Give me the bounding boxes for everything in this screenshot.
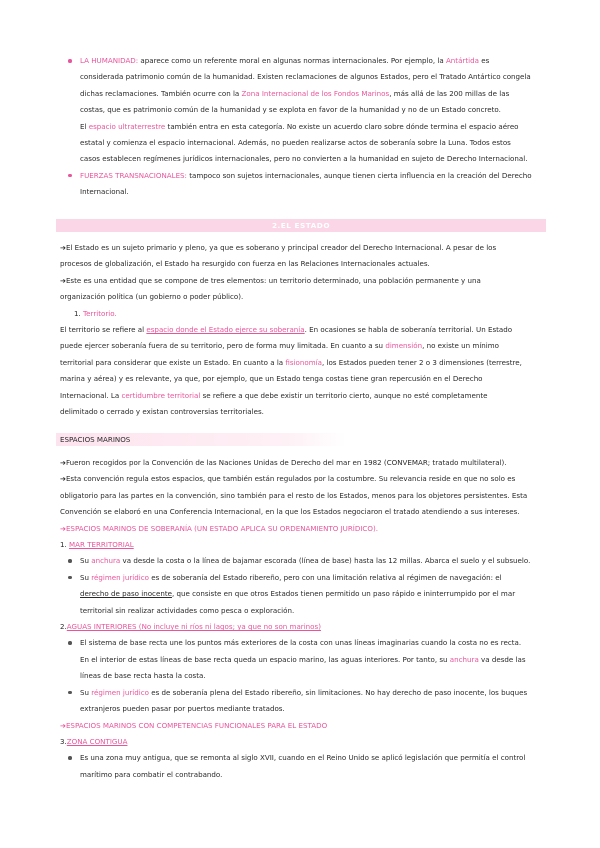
- mar-territorial-heading: 1. MAR TERRITORIAL: [60, 540, 134, 550]
- fuerzas-item: FUERZAS TRANSNACIONALES: tampoco son sujetos internacionales, aunque tienen cierta influencia en la creación del Derecho Internacional.: [80, 168, 550, 201]
- espacios-paragraph-1: ➔Fueron recogidos por la Convención de las Naciones Unidas de Derecho del mar en 1982 (CONVEMAR; tratado multilateral).: [60, 458, 507, 467]
- estado-paragraph-2: ➔Este es una entidad que se compone de tres elementos: un territorio determinado, una población permanente y una organización política (un gobierno o poder público).: [60, 275, 481, 302]
- list-item: Su régimen jurídico es de soberanía plena del Estado ribereño, sin limitaciones. No hay derecho de paso inocente, los buques extranjeros pueden pasar por puertos mediante tratados.: [80, 685, 550, 718]
- territorio-heading: 1. Territorio.: [74, 308, 117, 318]
- funcionales-heading: ➔ESPACIOS MARINOS CON COMPETENCIAS FUNCIONALES PARA EL ESTADO: [60, 720, 328, 730]
- territorio-paragraph: El territorio se refiere al espacio donde el Estado ejerce su soberanía. En ocasiones se habla de soberanía territorial. Un Estado puede ejercer soberanía fuera de su territorio, pero de forma muy limitada. En cuanto a su dimensión, no existe un mínimo territorial para considerar que existe un Estado. En cuanto a la fisionomía, los Estados pueden tener 2 o 3 dimensiones (terrestre, marina y aérea) y es relevante, ya que, por ejemplo, que un Estado tenga costas tiene gran repercusión en el Derecho Internacional. La certidumbre territorial se refiere a que debe existir un territorio cierto, aunque no esté completamente delimitado o cerrado y existan controversias territoriales.: [60, 325, 522, 417]
- list-item: Su anchura va desde la costa o la línea de bajamar escorada (línea de base) hasta las 12 millas. Abarca el suelo y el subsuelo.: [80, 553, 550, 569]
- aguas-interiores-heading: 2.AGUAS INTERIORES (No incluye ni ríos ni lagos; ya que no son marinos): [60, 622, 321, 632]
- mar-territorial-list: [60, 553, 550, 619]
- espacios-paragraph-2: ➔Esta convención regula estos espacios, que también están regulados por la costumbre. Su relevancia reside en que no solo es obligatorio para las partes en la convención, sino también para el resto de los Estados, menos para los objetores persistentes. Esta Convención se elaboró en una Conferencia Internacional, en la que los Estados negociaron el tratado atendiendo a sus intereses.: [60, 474, 528, 517]
- list-item: Su régimen jurídico es de soberanía del Estado ribereño, pero con una limitación relativa al régimen de navegación: el derecho de paso inocente, que consiste en que otros Estados tienen permitido un paso rápido e ininterrumpido por el mar territorial sin realizar actividades como pesca o exploración.: [80, 570, 550, 619]
- subjects-list: [80, 53, 550, 201]
- soberania-heading: ➔ESPACIOS MARINOS DE SOBERANÍA (UN ESTADO APLICA SU ORDENAMIENTO JURÍDICO).: [60, 523, 378, 533]
- section-title-band: 2.EL ESTADO: [56, 219, 546, 232]
- estado-paragraph-1: ➔El Estado es un sujeto primario y pleno, ya que es soberano y principal creador del Derecho Internacional. A pesar de los procesos de globalización, el Estado ha resurgido con fuerza en las Relaciones Internacionales actuales.: [60, 243, 497, 269]
- espacios-block: [60, 455, 550, 783]
- zona-contigua-heading: 3.ZONA CONTIGUA: [60, 736, 128, 746]
- aguas-interiores-list: [60, 635, 550, 717]
- list-item: El sistema de base recta une los puntos más exteriores de la costa con unas líneas imaginarias cuando la costa no es recta. En el interior de estas líneas de base recta queda un espacio marino, las aguas interiores. Por tanto, su anchura va desde las líneas de base recta hasta la costa.: [80, 635, 550, 684]
- zona-contigua-list: [60, 750, 550, 783]
- list-item: Es una zona muy antigua, que se remonta al siglo XVII, cuando en el Reino Unido se aplicó legislación que permitía el control marítimo para combatir el contrabando.: [80, 750, 550, 783]
- humanidad-item: LA HUMANIDAD: aparece como un referente moral en algunas normas internacionales. Por ejemplo, la Antártida es considerada patrimonio común de la humanidad. Existen reclamaciones de algunos Estados, pero el Tratado Antártico congela dichas reclamaciones. También ocurre con la Zona Internacional de los Fondos Marinos, más allá de las 200 millas de las costas, que es patrimonio común de la humanidad y se explota en favor de la humanidad y no de un Estado concreto. El espacio ultraterrestre también entra en esta categoría. No existe un acuerdo claro sobre dónde termina el espacio aéreo estatal y comienza el espacio internacional. Además, no pueden realizarse actos de soberanía sobre la Luna. Todos estos casos establecen regímenes jurídicos internacionales, pero no convierten a la humanidad en sujeto de Derecho Internacional.: [80, 53, 550, 168]
- estado-block: [60, 240, 550, 420]
- espacios-marinos-heading: ESPACIOS MARINOS: [56, 433, 346, 446]
